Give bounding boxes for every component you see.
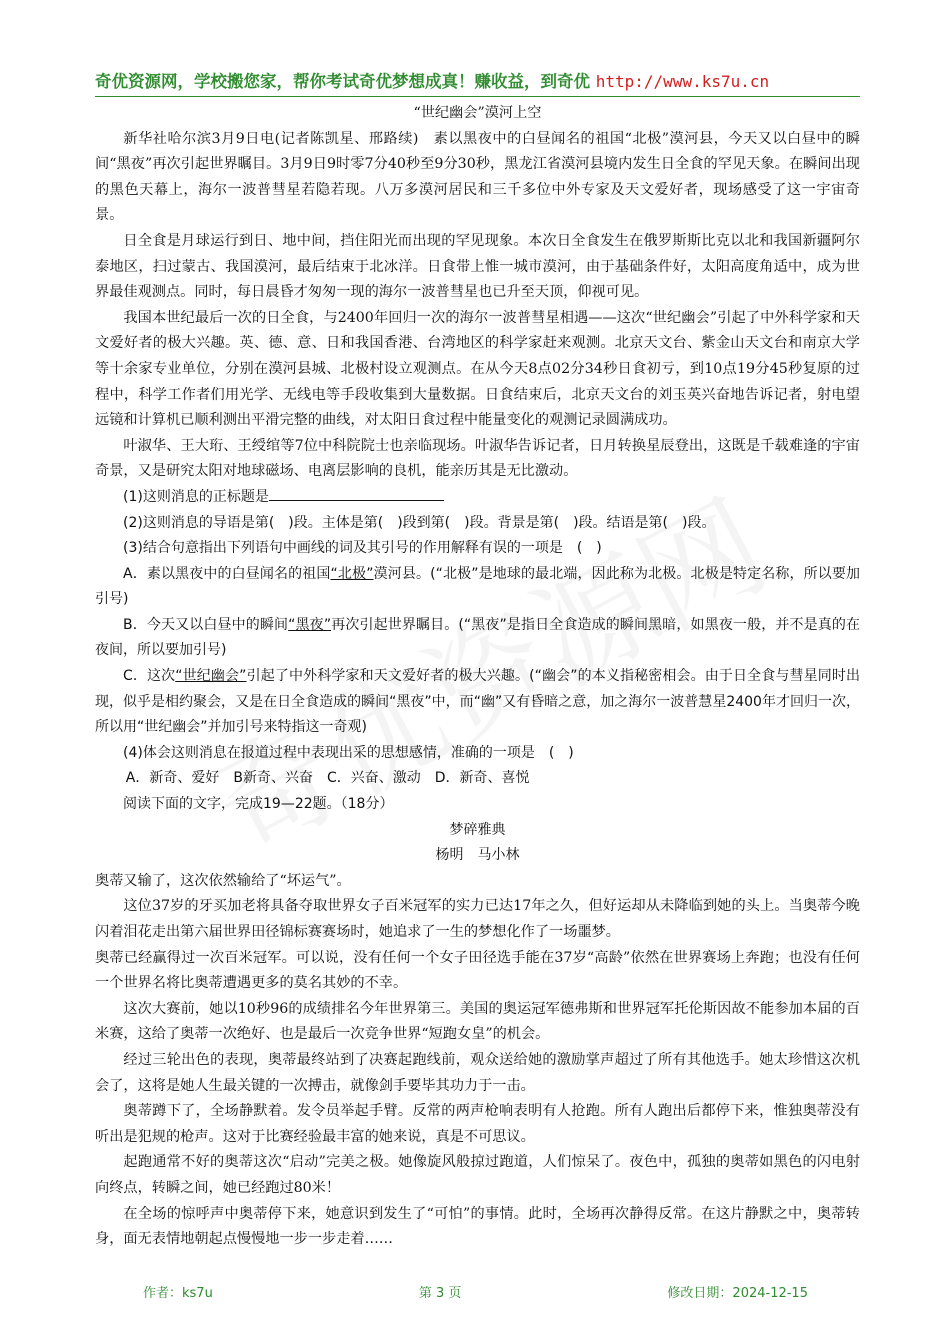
question-4-options: A．新奇、爱好 B新奇、兴奋 C．兴奋、激动 D．新奇、喜悦 <box>125 770 530 787</box>
option-a-post: 漠河县。(“北极”是地球的最北端，因此称为北极。北极是特定名称，所以要加引号) <box>95 565 861 608</box>
question-3-option-a <box>95 562 860 613</box>
page-footer <box>143 1282 808 1301</box>
footer-modified-date: 修改日期：2024-12-15 <box>667 1286 808 1301</box>
question-1 <box>95 485 860 511</box>
section2-instruction: 阅读下面的文字，完成19—22题。（18分） <box>123 796 394 813</box>
option-c-pre: C．这次 <box>123 668 176 685</box>
section2-title: 梦碎雅典 <box>449 821 506 838</box>
page-header <box>95 68 860 97</box>
header-slogan: 奇优资源网，学校搬您家，帮你考试奇优梦想成真！赚收益，到奇优 <box>95 72 590 91</box>
passage1-paragraph: 日全食是月球运行到日、地中间，挡住阳光而出现的罕见现象。本次日全食发生在俄罗斯斯比克以北和我国新疆阿尔泰地区，扫过蒙古、我国漠河，最后结束于北冰洋。日食带上惟一城市漠河，由于基础条件好，太阳高度角适中，成为世界最佳观测点。同时，每日晨昏才匆匆一现的海尔一波普彗星也已升至天顶，仰视可见。 <box>95 232 860 301</box>
header-url-link[interactable]: http://www.ks7u.cn <box>595 72 770 91</box>
option-c-post: 引起了中外科学家和天文爱好者的极大兴趣。(“幽会”的本义指秘密相会。由于日全食与彗星同时出现，似乎是相约聚会，又是在日全食造成的瞬间“黑夜”中，而“幽”又有昏暗之意，加之海尔一波普慧星2400年才回归一次，所以用“世纪幽会”并加引号来特指这一奇观) <box>95 668 861 736</box>
question-2: (2)这则消息的导语是第( )段。主体是第( )段到第( )段。背景是第( )段。结语是第( )段。 <box>123 514 716 531</box>
footer-author: 作者：ks7u <box>143 1286 213 1301</box>
section2-paragraph: 在全场的惊呼声中奥蒂停下来，她意识到发生了“可怕”的事情。此时，全场再次静得反常。在这片静默之中，奥蒂转身，面无表情地朝起点慢慢地一步一步走着…… <box>95 1205 860 1248</box>
section2-paragraph: 起跑通常不好的奥蒂这次“启动”完美之极。她像旋风般掠过跑道，人们惊呆了。夜色中，孤独的奥蒂如黑色的闪电射向终点，转瞬之间，她已经跑过80米！ <box>95 1154 860 1196</box>
section2-paragraph: 奥蒂蹲下了，全场静默着。发令员举起手臂。反常的两声枪响表明有人抢跑。所有人跑出后都停下来，惟独奥蒂没有听出是犯规的枪声。这对于比赛经验最丰富的她来说，真是不可思议。 <box>95 1103 860 1145</box>
question-3: (3)结合句意指出下列语句中画线的词及其引号的作用解释有误的一项是 ( ) <box>123 540 602 557</box>
answer-blank[interactable] <box>269 486 444 501</box>
question-3-option-b <box>95 613 860 664</box>
passage1-title: “世纪幽会”漠河上空 <box>413 105 542 121</box>
option-b-post: 再次引起世界瞩目。(“黑夜”是指日全食造成的瞬间黑暗，如黑夜一般，并不是真的在夜间，所以要加引号) <box>95 616 860 659</box>
footer-page-number: 第 3 页 <box>418 1286 462 1301</box>
question-3-option-c <box>95 664 860 741</box>
section2-paragraph: 这位37岁的牙买加老将具备夺取世界女子百米冠军的实力已达17年之久，但好运却从未降临到她的头上。当奥蒂今晚闪着泪花走出第六届世界田径锦标赛赛场时，她追求了一生的梦想化作了一场噩梦。 <box>95 898 860 940</box>
section2-paragraph: 奥蒂又输了，这次依然输给了“坏运气”。 <box>95 872 351 889</box>
section2-paragraph: 经过三轮出色的表现，奥蒂最终站到了决赛起跑线前，观众送给她的激励掌声超过了所有其他选手。她太珍惜这次机会了，这将是她人生最关键的一次搏击，就像剑手要毕其功力于一击。 <box>95 1051 860 1094</box>
question-4: (4)体会这则消息在报道过程中表现出采的思想感情，准确的一项是 ( ) <box>123 744 574 761</box>
document-body <box>95 101 860 1253</box>
passage1-paragraph: 我国本世纪最后一次的日全食，与2400年回归一次的海尔一波普彗星相遇——这次“世纪幽会”引起了中外科学家和天文爱好者的极大兴趣。英、德、意、日和我国香港、台湾地区的科学家赶来观测。北京天文台、紫金山天文台和南京大学等十余家专业单位，分别在漠河县城、北极村设立观测点。在从今天8点02分34秒日食初亏，到10点19分45秒复原的过程中，科学工作者们用光学、无线电等手段收集到大量数据。日食结束后，北京天文台的刘玉英兴奋地告诉记者，射电望远镜和计算机已顺利测出平滑完整的曲线，对太阳日食过程中能量变化的观测记录圆满成功。 <box>95 309 860 429</box>
option-a-pre: A．素以黑夜中的白昼闻名的祖国 <box>123 565 331 582</box>
passage1-paragraph: 叶淑华、王大珩、王绶绾等7位中科院院士也亲临现场。叶淑华告诉记者，日月转换星辰登出，这既是千载难逢的宇宙奇景，又是研究太阳对地球磁场、电离层影响的良机，能亲历其是无比激动。 <box>95 437 860 480</box>
option-b-pre: B．今天又以白昼中的瞬间 <box>123 616 289 633</box>
option-a-underlined: “北极” <box>330 565 374 582</box>
option-b-underlined: “黑夜” <box>288 616 332 633</box>
option-c-underlined: “世纪幽会” <box>175 668 247 685</box>
section2-authors: 杨明 马小林 <box>435 847 520 864</box>
section2-paragraph: 这次大赛前，她以10秒96的成绩排名今年世界第三。美国的奥运冠军德弗斯和世界冠军托伦斯因故不能参加本届的百米赛，这给了奥蒂一次绝好、也是最后一次竞争世界“短跑女皇”的机会。 <box>95 1000 860 1043</box>
question-1-text: (1)这则消息的正标题是 <box>123 488 269 505</box>
passage1-paragraph: 新华社哈尔滨3月9日电(记者陈凯星、邢路续) 素以黑夜中的白昼闻名的祖国“北极”漠河县，今天又以白昼中的瞬间“黑夜”再次引起世界瞩目。3月9日9时零7分40秒至9分30秒，黑龙江省漠河县境内发生日全食的罕见天象。在瞬间出现的黑色天幕上，海尔一波普彗星若隐若现。八万多漠河居民和三千多位中外专家及天文爱好者，现场感受了这一宇宙奇景。 <box>95 130 860 224</box>
section2-paragraph: 奥蒂已经赢得过一次百米冠军。可以说，没有任何一个女子田径选手能在37岁“高龄”依然在世界赛场上奔跑；也没有任何一个世界名将比奥蒂遭遇更多的莫名其妙的不幸。 <box>95 949 860 992</box>
